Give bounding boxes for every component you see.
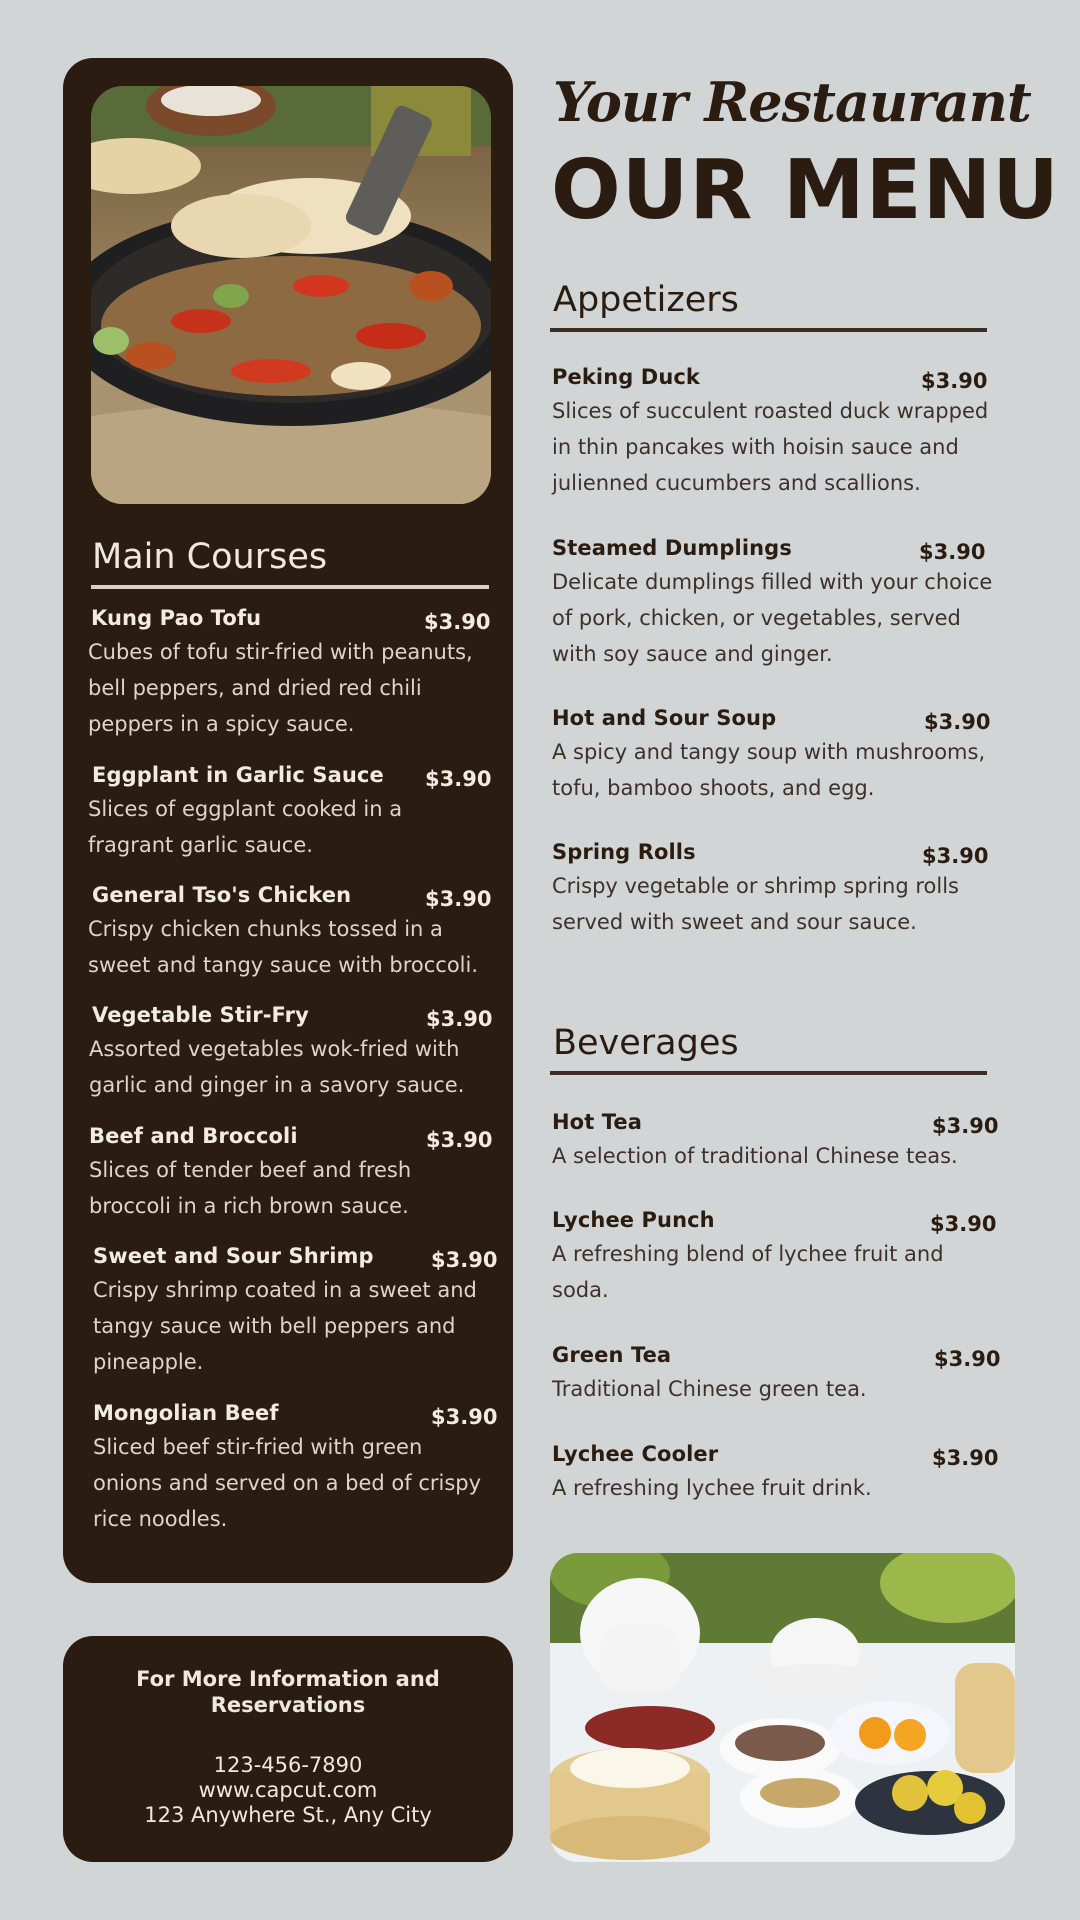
menu-item	[552, 1442, 1007, 1506]
item-description: Crispy vegetable or shrimp spring rolls served with sweet and sour sauce.	[552, 874, 959, 934]
item-name: Peking Duck	[552, 365, 700, 389]
item-price: $3.90	[426, 1128, 493, 1152]
item-name: Steamed Dumplings	[552, 536, 792, 560]
dim-sum-tea-photo	[550, 1553, 1015, 1862]
appetizers-divider	[550, 328, 987, 332]
item-description: Crispy chicken chunks tossed in a sweet and tangy sauce with broccoli.	[88, 917, 479, 977]
item-price: $3.90	[924, 710, 991, 734]
item-price: $3.90	[425, 767, 492, 791]
beverages-divider	[550, 1071, 987, 1075]
item-name: Hot and Sour Soup	[552, 706, 777, 730]
item-description: Slices of eggplant cooked in a fragrant garlic sauce.	[88, 797, 403, 857]
main-courses-title: Main Courses	[92, 537, 328, 577]
stir-fry-photo	[91, 86, 491, 504]
item-description: A spicy and tangy soup with mushrooms, tofu, bamboo shoots, and egg.	[552, 740, 986, 800]
contact-heading: For More Information and Reservations	[136, 1667, 440, 1717]
item-price: $3.90	[919, 540, 986, 564]
menu-item	[88, 606, 491, 742]
restaurant-name: Your Restaurant	[553, 70, 1031, 134]
menu-item	[89, 1003, 493, 1103]
menu-title: OUR MENU	[551, 143, 1060, 238]
menu-item	[89, 1124, 493, 1224]
contact-panel	[63, 1636, 513, 1862]
item-name: Lychee Cooler	[552, 1442, 719, 1466]
menu-item	[552, 365, 997, 501]
item-description: Cubes of tofu stir-fried with peanuts, bell peppers, and dried red chili peppers in a spicy sauce.	[88, 640, 473, 736]
menu-item	[88, 763, 492, 863]
website-link[interactable]: www.capcut.com	[198, 1778, 378, 1802]
item-price: $3.90	[934, 1347, 1001, 1371]
phone-number: 123-456-7890	[213, 1753, 363, 1777]
address: 123 Anywhere St., Any City	[144, 1803, 432, 1827]
item-name: Beef and Broccoli	[89, 1124, 298, 1148]
item-description: Sliced beef stir-fried with green onions and served on a bed of crispy rice noodles.	[93, 1435, 482, 1531]
item-name: Eggplant in Garlic Sauce	[92, 763, 384, 787]
item-description: Slices of tender beef and fresh broccoli in a rich brown sauce.	[89, 1158, 412, 1218]
item-name: Sweet and Sour Shrimp	[93, 1244, 374, 1268]
item-description: Assorted vegetables wok-fried with garlic and ginger in a savory sauce.	[89, 1037, 465, 1097]
menu-item	[88, 883, 492, 983]
item-description: A refreshing blend of lychee fruit and soda.	[552, 1242, 944, 1302]
item-name: Kung Pao Tofu	[91, 606, 262, 630]
item-price: $3.90	[932, 1114, 999, 1138]
item-description: Traditional Chinese green tea.	[552, 1377, 867, 1401]
item-price: $3.90	[930, 1212, 997, 1236]
item-name: Mongolian Beef	[93, 1401, 279, 1425]
item-description: A refreshing lychee fruit drink.	[552, 1476, 872, 1500]
menu-item	[93, 1244, 498, 1380]
menu-item	[552, 1343, 1007, 1407]
item-name: Hot Tea	[552, 1110, 643, 1134]
menu-item	[552, 840, 997, 940]
item-description: Slices of succulent roasted duck wrapped in thin pancakes with hoisin sauce and julienned cucumbers and scallions.	[552, 399, 989, 495]
item-name: Vegetable Stir-Fry	[92, 1003, 309, 1027]
item-price: $3.90	[921, 369, 988, 393]
main-courses-divider	[91, 585, 489, 589]
beverages-title: Beverages	[553, 1023, 739, 1063]
item-price: $3.90	[424, 610, 491, 634]
item-name: Lychee Punch	[552, 1208, 715, 1232]
menu-item	[552, 706, 997, 806]
item-description: Delicate dumplings filled with your choice of pork, chicken, or vegetables, served with soy sauce and ginger.	[552, 570, 993, 666]
item-description: Crispy shrimp coated in a sweet and tangy sauce with bell peppers and pineapple.	[93, 1278, 477, 1374]
item-price: $3.90	[932, 1446, 999, 1470]
item-price: $3.90	[922, 844, 989, 868]
item-name: Green Tea	[552, 1343, 672, 1367]
item-name: Spring Rolls	[552, 840, 696, 864]
menu-item	[552, 536, 997, 672]
item-price: $3.90	[431, 1405, 498, 1429]
item-price: $3.90	[425, 887, 492, 911]
menu-item	[93, 1401, 498, 1537]
menu-item	[552, 1208, 1007, 1308]
item-name: General Tso's Chicken	[92, 883, 352, 907]
appetizers-title: Appetizers	[553, 280, 739, 320]
item-price: $3.90	[426, 1007, 493, 1031]
item-price: $3.90	[431, 1248, 498, 1272]
item-description: A selection of traditional Chinese teas.	[552, 1144, 958, 1168]
menu-item	[552, 1110, 1007, 1174]
